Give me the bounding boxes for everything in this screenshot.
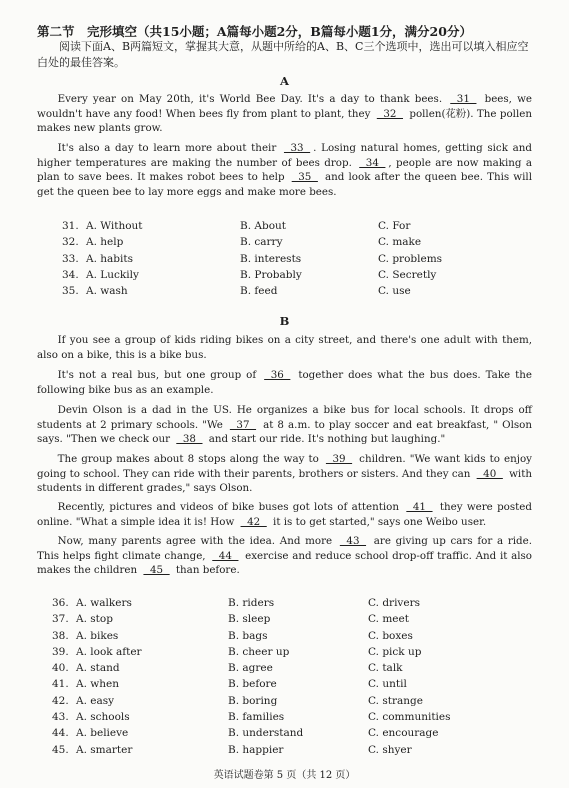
option-row [62, 269, 482, 285]
question-number: 39. [52, 645, 69, 658]
question-number: 43. [52, 711, 69, 724]
passage-b-options [52, 597, 482, 760]
blank-43: 43 [339, 535, 367, 547]
question-number: 34. [62, 268, 79, 281]
option-row [52, 646, 482, 662]
blank-35: 35 [291, 171, 318, 184]
option-c: C. talk [368, 662, 403, 675]
option-row [52, 695, 482, 711]
option-row [62, 285, 482, 301]
option-row [52, 727, 482, 743]
passage-a-paragraph [37, 92, 532, 136]
paragraph-text: bees, we wouldn't have any food! When bees fly from plant to plant, they [37, 93, 532, 120]
passage-b-paragraph [37, 534, 532, 578]
option-c: C. shyer [368, 743, 412, 756]
passage-a-heading: A [280, 74, 289, 88]
paragraph-text: It's also a day to learn more about their [57, 142, 281, 154]
option-row [62, 236, 482, 252]
option-b: B. About [240, 220, 286, 232]
option-b: B. agree [228, 662, 273, 675]
blank-38: 38 [176, 433, 203, 446]
option-row [52, 597, 482, 613]
option-b: B. sleep [228, 613, 271, 626]
question-number: 32. [62, 236, 79, 249]
option-a: A. believe [76, 727, 129, 740]
option-c: C. until [368, 678, 407, 691]
paragraph-text: than before. [172, 564, 240, 577]
paragraph-text: Now, many parents agree with the idea. And more [57, 535, 337, 547]
paragraph-text: exercise and reduce school drop-off traffic. And it also makes the children [37, 549, 532, 577]
passage-b-heading: B [279, 314, 290, 328]
option-c: C. make [378, 236, 422, 249]
blank-40: 40 [476, 467, 503, 480]
option-row [52, 678, 482, 694]
blank-34: 34 [359, 156, 386, 169]
question-number: 41. [52, 678, 69, 691]
question-number: 38. [52, 629, 69, 642]
question-number: 36. [52, 597, 69, 609]
paragraph-text: and start our ride. It's nothing but laughing." [205, 433, 446, 446]
paragraph-text: , people are now making a plan to save bees. It makes robot bees to help [37, 156, 532, 184]
option-b: B. bags [228, 629, 268, 642]
paragraph-text: Recently, pictures and videos of bike buses got lots of attention [57, 501, 404, 513]
page-footer: 英语试题卷第 5 页（共 12 页） [213, 770, 356, 781]
option-c: C. use [378, 285, 411, 298]
option-a: A. Without [86, 220, 143, 232]
question-number: 35. [62, 285, 79, 298]
option-b: B. before [228, 678, 277, 691]
paragraph-text: . Losing natural homes, getting sick and higher temperatures are making the number of bees drop. [37, 142, 532, 169]
option-c: C. pick up [368, 645, 422, 658]
paragraph-text: Devin Olson is a dad in the US. He organizes a bike bus for local schools. It drops off students at 2 primary schools. "We [37, 404, 532, 431]
option-a: A. schools [76, 711, 130, 724]
option-a: A. habits [86, 252, 133, 265]
passage-b-paragraph [37, 368, 532, 397]
question-number: 31. [62, 220, 79, 232]
paragraph-text: are giving up cars for a ride. This helps fight climate change, [37, 535, 532, 562]
option-a: A. when [76, 678, 119, 691]
option-row [52, 613, 482, 629]
blank-36: 36 [264, 369, 291, 381]
option-a: A. walkers [76, 597, 132, 609]
paragraph-text: pollen(花粉). The pollen makes new plants grow. [37, 107, 532, 135]
option-b: B. carry [240, 236, 283, 249]
blank-31: 31 [450, 93, 477, 105]
option-b: B. riders [228, 597, 275, 609]
option-row [52, 630, 482, 646]
option-row [52, 711, 482, 727]
paragraph-text: The group makes about 8 stops along the way to [57, 453, 323, 465]
paragraph-text: and look after the queen bee. This will get the queen bee to lay more eggs and make more bees. [37, 171, 532, 198]
passage-b-paragraph [37, 500, 532, 529]
paragraph-text: at 8 a.m. to play soccer and eat breakfast, " Olson says. "Then we check our [37, 418, 532, 446]
paragraph-text: they were posted online. "What a simple idea it is! How [37, 501, 532, 528]
option-a: A. easy [76, 694, 115, 707]
question-number: 45. [52, 743, 69, 756]
instructions: 阅读下面A、B两篇短文，掌握其大意，从题中所给的A、B、C三个选项中，选出可以填入相应空白处的最佳答案。 [37, 40, 529, 69]
paragraph-text: it is to get started," says one Weibo user. [269, 515, 487, 528]
option-c: C. meet [368, 613, 409, 626]
option-a: A. Luckily [86, 268, 139, 281]
passage-b-paragraph [37, 333, 532, 362]
paragraph-text: Every year on May 20th, it's World Bee Day. It's a day to thank bees. [57, 93, 448, 105]
blank-41: 41 [406, 501, 433, 513]
blank-44: 44 [212, 549, 239, 562]
option-row [62, 253, 482, 269]
question-number: 42. [52, 694, 69, 707]
option-a: A. bikes [76, 629, 119, 642]
option-b: B. families [228, 711, 285, 724]
option-c: C. For [378, 220, 411, 232]
blank-37: 37 [229, 418, 257, 431]
passage-a-options [62, 220, 482, 301]
option-b: B. boring [228, 694, 278, 707]
option-b: B. feed [240, 285, 278, 298]
blank-42: 42 [240, 515, 267, 528]
passage-a-paragraph [37, 141, 532, 199]
option-c: C. encourage [368, 727, 439, 740]
question-number: 44. [52, 727, 69, 740]
option-b: B. understand [228, 727, 304, 740]
blank-32: 32 [376, 107, 403, 120]
option-b: B. Probably [240, 268, 302, 281]
option-c: C. problems [378, 252, 443, 265]
option-a: A. smarter [76, 743, 133, 756]
option-a: A. wash [86, 285, 128, 298]
paragraph-text: together does what the bus does. Take the following bike bus as an example. [37, 369, 532, 396]
option-c: C. communities [368, 711, 451, 724]
passage-b-paragraph [37, 403, 532, 447]
option-row [62, 220, 482, 236]
paragraph-text: It's not a real bus, but one group of [57, 369, 262, 381]
option-a: A. stop [76, 613, 113, 626]
option-row [52, 744, 482, 760]
paragraph-text: If you see a group of kids riding bikes on a city street, and there's one adult with them, also on a bike, this is a bike bus. [37, 334, 532, 361]
question-number: 33. [62, 252, 79, 265]
blank-45: 45 [143, 564, 170, 577]
question-number: 37. [52, 613, 69, 626]
option-row [52, 662, 482, 678]
option-b: B. happier [228, 743, 284, 756]
option-c: C. boxes [368, 629, 413, 642]
section-title: 第二节 完形填空（共15小题；A篇每小题2分，B篇每小题1分，满分20分） [37, 24, 472, 39]
option-c: C. Secretly [378, 268, 437, 281]
option-b: B. interests [240, 252, 302, 265]
option-c: C. strange [368, 694, 423, 707]
option-a: A. help [86, 236, 124, 249]
passage-b-paragraph [37, 452, 532, 496]
option-a: A. stand [76, 662, 120, 675]
option-b: B. cheer up [228, 645, 290, 658]
paragraph-text: with students in different grades," says Olson. [37, 467, 532, 495]
blank-33: 33 [283, 142, 311, 154]
option-a: A. look after [76, 645, 142, 658]
paragraph-text: children. "We want kids to enjoy going to school. They can ride with their parents, brothers or sisters. And they can [37, 453, 532, 480]
question-number: 40. [52, 662, 69, 675]
option-c: C. drivers [368, 597, 420, 609]
blank-39: 39 [325, 453, 353, 465]
